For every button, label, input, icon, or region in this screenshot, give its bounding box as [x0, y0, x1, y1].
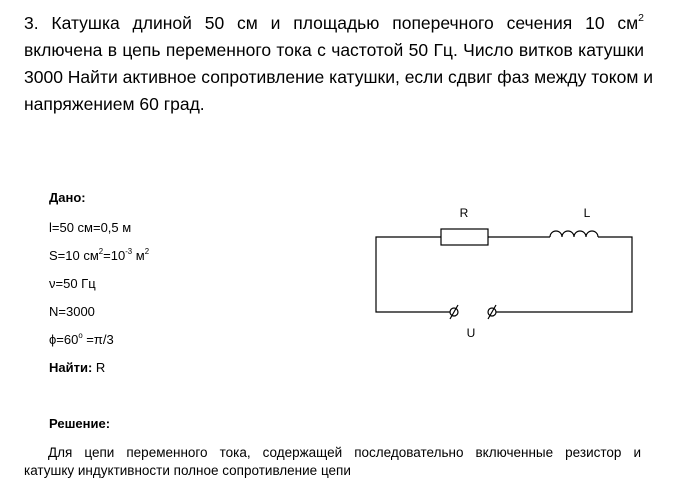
given-area-sup-2: -3: [125, 246, 133, 256]
problem-line-3: 3000 Найти активное сопротивление катушки, если сдвиг фаз между током и: [24, 67, 654, 87]
label-r: R: [459, 206, 469, 220]
given-phase-sup: o: [78, 330, 83, 340]
solution-line-2: катушку индуктивности полное сопротивление цепи: [24, 463, 351, 478]
given-turns: N=3000: [49, 304, 95, 319]
given-area-text-c: м: [132, 248, 145, 263]
given-phase-text-a: ϕ=60: [49, 332, 79, 347]
terminal-right: [488, 305, 496, 319]
problem-line-2: включена в цепь переменного тока с частотой 50 Гц. Число витков катушки: [24, 40, 644, 60]
problem-line-1: [24, 10, 644, 37]
solution-text: [24, 444, 641, 480]
inductor-symbol: [550, 231, 598, 237]
problem-line-1-superscript: 2: [638, 12, 644, 25]
circuit-diagram: [370, 200, 640, 350]
problem-line-4: напряжением 60 град.: [24, 94, 205, 114]
label-l: L: [583, 206, 591, 220]
given-frequency: ν=50 Гц: [49, 276, 96, 291]
given-heading: Дано:: [49, 190, 86, 205]
circuit-wire-right: [496, 237, 632, 312]
problem-line-1-text: 3. Катушка длиной 50 см и площадью поперечного сечения 10 см: [24, 13, 639, 33]
given-area-text-a: S=10 см: [49, 248, 99, 263]
problem-statement: [24, 10, 654, 118]
resistor-symbol: [441, 229, 488, 245]
terminal-left: [450, 305, 458, 319]
given-phase: [49, 332, 114, 347]
find-value: R: [92, 360, 106, 375]
solution-line-1: Для цепи переменного тока, содержащей последовательно включенные резистор и: [48, 445, 641, 460]
given-phase-text-b: =π/3: [82, 332, 114, 347]
given-area-text-b: =10: [103, 248, 126, 263]
given-length: l=50 см=0,5 м: [49, 220, 132, 235]
find-label: Найти:: [49, 360, 93, 375]
given-area-sup-3: 2: [144, 246, 150, 256]
label-u: U: [466, 326, 476, 340]
given-area: [49, 248, 149, 263]
given-area-sup-1: 2: [98, 246, 104, 256]
find-row: [49, 360, 105, 375]
solution-heading: Решение:: [49, 416, 111, 431]
circuit-wire-left: [376, 237, 450, 312]
